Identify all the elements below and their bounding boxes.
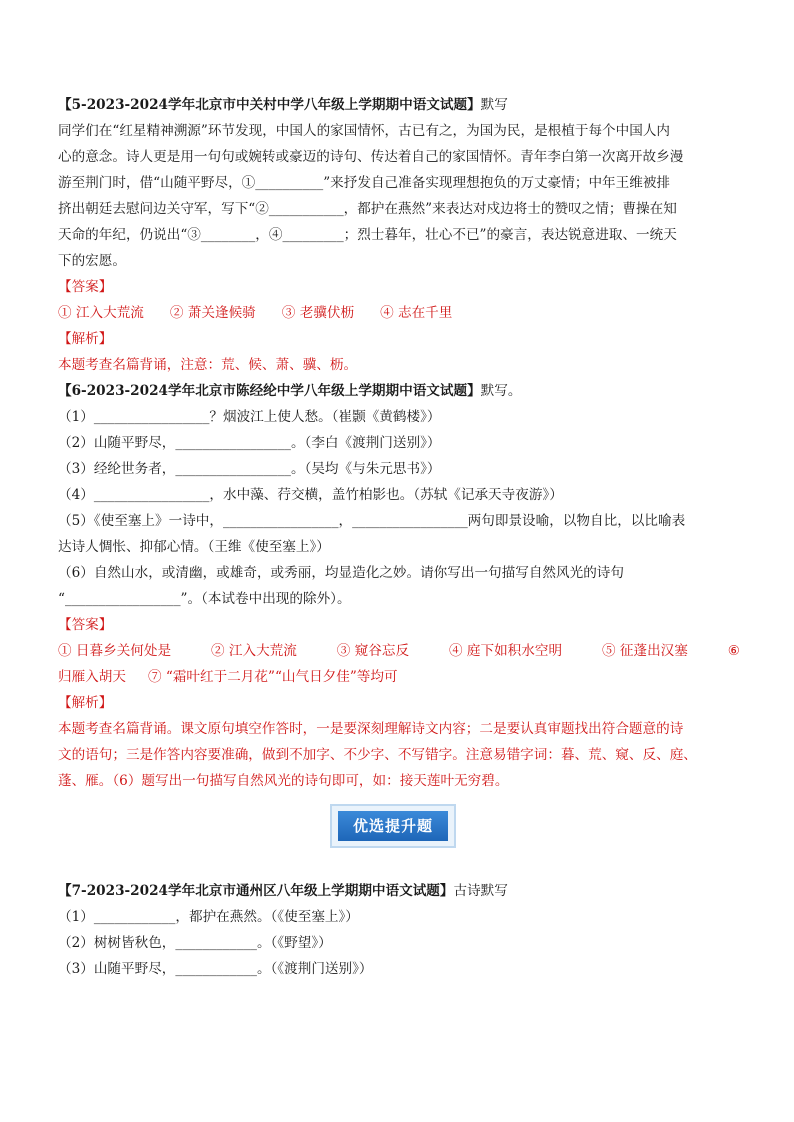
q7-type: 古诗默写 <box>453 883 508 899</box>
q5-answer-2: ② 萧关逢候骑 <box>169 305 256 321</box>
q6-analysis-line: 蓬、雁。（6）题写出一句描写自然风光的诗句即可，如：接天莲叶无穷碧。 <box>58 773 509 789</box>
q5-type: 默写 <box>480 97 508 113</box>
q6-tag: 【6-2023-2024学年北京市陈经纶中学八年级上学期期中语文试题】 <box>58 383 481 399</box>
q6-answer-4: ④ 庭下如积水空明 <box>448 643 563 659</box>
q6-type: 默写。 <box>480 383 522 399</box>
q6-analysis-line: 本题考查名篇背诵。课文原句填空作答时，一是要深刻理解诗文内容；二是要认真审题找出符合题意的诗 <box>58 721 684 737</box>
q6-analysis-label: 【解析】 <box>58 695 113 711</box>
q5-text-line: 天命的年纪，仍说出“③________，④_________；烈士暮年，壮心不已”的豪言，表达锐意进取、一统天 <box>58 227 677 243</box>
q6-answer-7: ⑦ “霜叶红于二月花”“山气日夕佳”等均可 <box>147 669 398 685</box>
q5-heading <box>58 92 740 118</box>
q5-analysis: 本题考查名篇背诵，注意：荒、候、萧、骥、枥。 <box>58 357 358 373</box>
q5-answers <box>58 300 740 326</box>
q6-answer-1: ① 日暮乡关何处是 <box>58 643 172 659</box>
q6-item: “_________________”。（本试卷中出现的除外）。 <box>58 591 351 607</box>
q6-answer-6: 归雁入胡天 <box>58 669 126 685</box>
q5-answer-label: 【答案】 <box>58 279 113 295</box>
q7-tag: 【7-2023-2024学年北京市通州区八年级上学期期中语文试题】 <box>58 883 454 899</box>
q6-item: （1）_________________？烟波江上使人愁。（崔颢《黄鹤楼》） <box>58 409 441 425</box>
q6-answers-row-1 <box>58 638 740 664</box>
q5-tag: 【5-2023-2024学年北京市中关村中学八年级上学期期中语文试题】 <box>58 97 481 113</box>
q6-answer-2: ② 江入大荒流 <box>210 643 297 659</box>
q6-item: （5）《使至塞上》一诗中，_________________，_________________两句即景设喻，以物自比，以比喻表 <box>58 513 686 529</box>
q7-heading <box>58 878 740 904</box>
q5-answer-3: ③ 老骥伏枥 <box>281 305 355 321</box>
q6-answer-6-marker: ⑥ <box>727 643 740 659</box>
q6-analysis-line: 文的语句；三是作答内容要准确，做到不加字、不少字、不写错字。注意易错字词：暮、荒、窥、反、庭、 <box>58 747 697 763</box>
q5-text-line: 同学们在“红星精神溯源”环节发现，中国人的家国情怀，古已有之，为国为民，是根植于每个中国人内 <box>58 123 671 139</box>
q5-text-line: 游至荆门时，借“山随平野尽，①__________”来抒发自己准备实现理想抱负的万丈豪情；中年王维被排 <box>58 175 671 191</box>
section-badge-row <box>58 794 740 864</box>
q7-item: （3）山随平野尽，____________。（《渡荆门送别》） <box>58 961 373 977</box>
q5-text-line: 心的意念。诗人更是用一句句或婉转或豪迈的诗句、传达着自己的家国情怀。青年李白第一次离开故乡漫 <box>58 149 684 165</box>
section-badge: 优选提升题 <box>338 811 448 841</box>
q5-text-line: 下的宏愿。 <box>58 253 126 269</box>
q6-item: （4）_________________，水中藻、荇交横，盖竹柏影也。（苏轼《记承天寺夜游》） <box>58 487 563 503</box>
q5-answer-4: ④ 志在千里 <box>380 305 453 321</box>
document-page <box>58 92 740 982</box>
q6-answer-3: ③ 窥谷忘反 <box>336 643 410 659</box>
q6-item: （3）经纶世务者，_________________。（吴均《与朱元思书》） <box>58 461 441 477</box>
section-badge-frame <box>330 804 456 848</box>
q7-item: （1）____________，都护在燕然。（《使至塞上》） <box>58 909 359 925</box>
q5-text-line: 挤出朝廷去慰问边关守军，写下“②___________，都护在燕然”来表达对戍边将士的赞叹之情；曹操在知 <box>58 201 677 217</box>
q6-answer-label: 【答案】 <box>58 617 113 633</box>
q7-item: （2）树树皆秋色，____________。（《野望》） <box>58 935 332 951</box>
q6-item: （2）山随平野尽，_________________。（李白《渡荆门送别》） <box>58 435 441 451</box>
q6-answers-row-2 <box>58 664 740 690</box>
q6-answer-5: ⑤ 征蓬出汉塞 <box>601 643 688 659</box>
q6-item: 达诗人惆怅、抑郁心情。（王维《使至塞上》） <box>58 539 330 555</box>
q5-analysis-label: 【解析】 <box>58 331 113 347</box>
q5-answer-1: ① 江入大荒流 <box>58 305 144 321</box>
q6-item: （6）自然山水，或清幽，或雄奇，或秀丽，均显造化之妙。请你写出一句描写自然风光的诗句 <box>58 565 624 581</box>
q6-heading <box>58 378 740 404</box>
